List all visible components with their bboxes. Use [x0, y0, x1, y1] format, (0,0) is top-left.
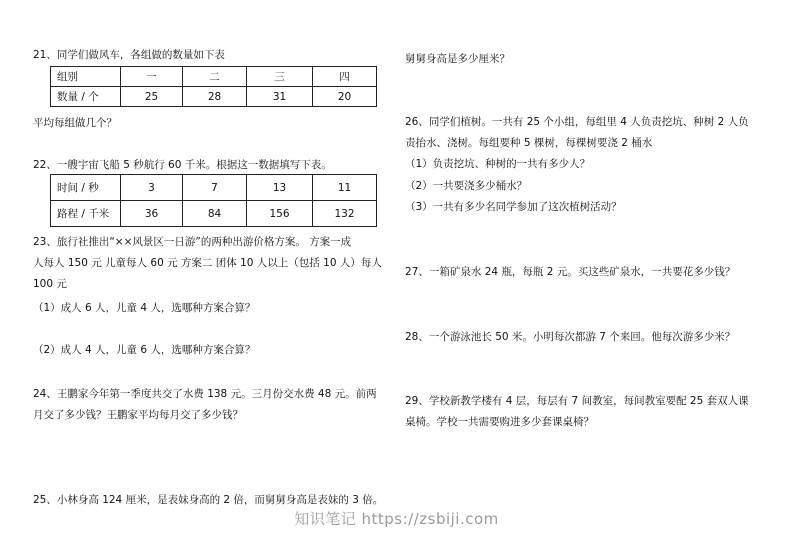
q22-table [50, 174, 377, 227]
q21-table [50, 66, 377, 107]
q23-line2: 人每人 150 元 儿童每人 60 元 方案二 团体 10 人以上（包括 10 人）每人 [33, 257, 382, 269]
table-row [51, 87, 377, 107]
table-cell: 7 [183, 175, 247, 201]
table-cell: 3 [121, 175, 183, 201]
q26-line1: 26、同学们植树。一共有 25 个小组，每组里 4 人负责挖坑、种树 2 人负 [405, 116, 749, 128]
q25-continuation: 舅舅身高是多少厘米？ [405, 53, 510, 65]
table-cell: 13 [247, 175, 313, 201]
q24-line1: 24、王鹏家今年第一季度共交了水费 138 元。三月份交水费 48 元。前两 [33, 388, 377, 400]
table-cell: 组别 [51, 67, 121, 87]
q26-line2: 责抬水、浇树。每组要种 5 棵树，每棵树要浇 2 桶水 [405, 137, 653, 149]
table-cell: 一 [121, 67, 183, 87]
q29-line1: 29、学校新教学楼有 4 层，每层有 7 间教室，每间教室要配 25 套双人课 [405, 395, 749, 407]
table-cell: 20 [313, 87, 377, 107]
q23-sub1: （1）成人 6 人，儿童 4 人，选哪种方案合算？ [33, 302, 256, 314]
table-cell: 时间 / 秒 [51, 175, 121, 201]
table-cell: 31 [247, 87, 313, 107]
table-cell: 四 [313, 67, 377, 87]
table-cell: 二 [183, 67, 247, 87]
table-row [51, 175, 377, 201]
table-cell: 84 [183, 201, 247, 227]
q23-line1: 23、旅行社推出“××风景区一日游”的两种出游价格方案。 方案一成 [33, 236, 352, 248]
q21-ask: 平均每组做几个？ [33, 117, 117, 129]
table-cell: 132 [313, 201, 377, 227]
q26-sub2: （2）一共要浇多少桶水？ [405, 180, 528, 192]
q26-sub3: （3）一共有多少名同学参加了这次植树活动？ [405, 201, 622, 213]
table-cell: 25 [121, 87, 183, 107]
q28-line1: 28、一个游泳池长 50 米。小明每次都游 7 个来回。他每次游多少米？ [405, 331, 736, 343]
table-row [51, 201, 377, 227]
table-cell: 156 [247, 201, 313, 227]
q24-line2: 月交了多少钱？王鹏家平均每月交了多少钱？ [33, 409, 243, 421]
q23-line3: 100 元 [33, 278, 67, 290]
q25-line1: 25、小林身高 124 厘米，是表妹身高的 2 倍，而舅舅身高是表妹的 3 倍。 [33, 494, 384, 506]
table-cell: 36 [121, 201, 183, 227]
table-cell: 路程 / 千米 [51, 201, 121, 227]
q29-line2: 桌椅。学校一共需要购进多少套课桌椅？ [405, 416, 594, 428]
q26-sub1: （1）负责挖坑、种树的一共有多少人？ [405, 158, 591, 170]
q27-line1: 27、一箱矿泉水 24 瓶，每瓶 2 元。买这些矿泉水，一共要花多少钱？ [405, 266, 736, 278]
table-cell: 数量 / 个 [51, 87, 121, 107]
q23-sub2: （2）成人 4 人，儿童 6 人，选哪种方案合算？ [33, 344, 256, 356]
watermark: 知识笔记 https://zsbiji.com [294, 510, 499, 528]
q21-text: 21、同学们做风车，各组做的数量如下表 [33, 49, 225, 61]
table-cell: 28 [183, 87, 247, 107]
table-cell: 11 [313, 175, 377, 201]
table-row [51, 67, 377, 87]
q22-text: 22、一艘宇宙飞船 5 秒航行 60 千米。根据这一数据填写下表。 [33, 159, 332, 171]
table-cell: 三 [247, 67, 313, 87]
